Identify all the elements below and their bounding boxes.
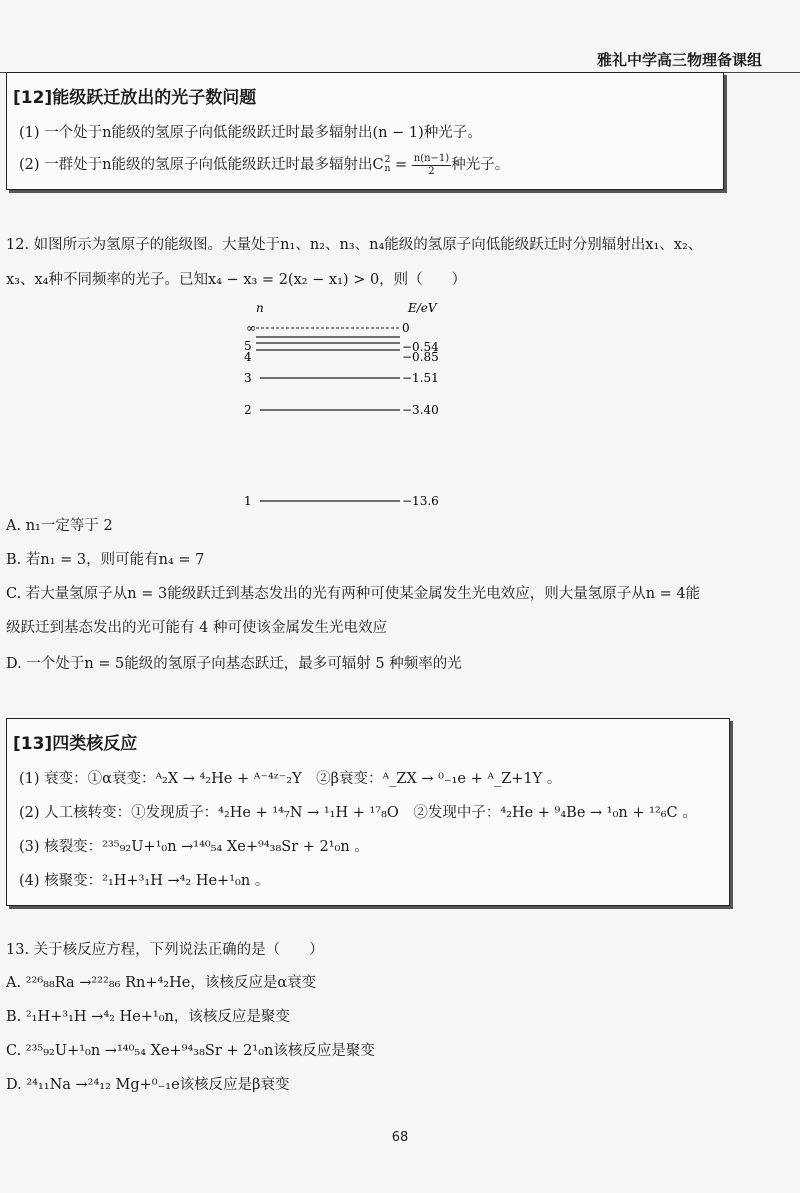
box-13-title: [13]四类核反应 xyxy=(13,734,138,754)
energy-level-diagram xyxy=(230,300,460,515)
level-4-n: 4 xyxy=(244,350,252,364)
box-12 xyxy=(6,72,724,190)
q12-option-a: A. n₁一定等于 2 xyxy=(6,518,113,534)
box-13-line-2: (2) 人工核转变：①发现质子：⁴₂He + ¹⁴₇N → ¹₁H + ¹⁷₈O ②发现中子：⁴₂He + ⁹₄Be → ¹₀n + ¹²₆C 。 xyxy=(19,805,697,821)
q12-stem-line-1: 12. 如图所示为氢原子的能级图。大量处于n₁、n₂、n₃、n₄能级的氢原子向低能级跃迁时分别辐射出x₁、x₂、 xyxy=(6,237,703,253)
box-13-line-1: (1) 衰变：①α衰变：ᴬ₂X → ⁴₂He + ᴬ⁻⁴ᶻ⁻₂Y ②β衰变：ᴬ_ZX → ⁰₋₁e + ᴬ_Z+1Y 。 xyxy=(19,771,562,787)
q12-option-c-line-2: 级跃迁到基态发出的光可能有 4 种可使该金属发生光电效应 xyxy=(6,620,387,636)
box-13 xyxy=(6,718,730,906)
level-5-e: −0.54 xyxy=(402,340,439,354)
level-5-n: 5 xyxy=(244,339,252,353)
q13-option-b: B. ²₁H+³₁H →⁴₂ He+¹₀n，该核反应是聚变 xyxy=(6,1009,290,1025)
level-1-n: 1 xyxy=(244,494,252,508)
header-title: 雅礼中学高三物理备课组 xyxy=(596,51,762,69)
level-4-e: −0.85 xyxy=(402,350,439,364)
box-13-line-4: (4) 核聚变：²₁H+³₁H →⁴₂ He+¹₀n 。 xyxy=(19,873,270,889)
level-2-e: −3.40 xyxy=(402,403,439,417)
page-number: 68 xyxy=(391,1130,409,1145)
combination-subscript: n xyxy=(384,164,391,174)
q13-option-c: C. ²³⁵₉₂U+¹₀n →¹⁴⁰₅₄ Xe+⁹⁴₃₈Sr + 2¹₀n该核反应是聚变 xyxy=(6,1043,375,1059)
equals-sign: = xyxy=(390,157,412,173)
box-13-line-3: (3) 核裂变：²³⁵₉₂U+¹₀n →¹⁴⁰₅₄ Xe+⁹⁴₃₈Sr + 2¹₀n 。 xyxy=(19,839,369,855)
level-inf-n: ∞ xyxy=(246,321,256,335)
box-12-line-2-post: 种光子。 xyxy=(451,157,510,173)
q13-stem: 13. 关于核反应方程，下列说法正确的是（ ） xyxy=(6,942,324,958)
diagram-e-label: E/eV xyxy=(408,301,437,315)
level-3-e: −1.51 xyxy=(402,371,439,385)
combination-fraction xyxy=(412,153,451,177)
box-12-line-2-pre: (2) 一群处于n能级的氢原子向低能级跃迁时最多辐射出C xyxy=(19,157,384,173)
q13-option-d: D. ²⁴₁₁Na →²⁴₁₂ Mg+⁰₋₁e该核反应是β衰变 xyxy=(6,1077,290,1093)
q12-option-d: D. 一个处于n = 5能级的氢原子向基态跃迁，最多可辐射 5 种频率的光 xyxy=(6,656,462,672)
combination-superscript: 2 xyxy=(384,155,391,165)
box-12-line-1: (1) 一个处于n能级的氢原子向低能级跃迁时最多辐射出(n − 1)种光子。 xyxy=(19,125,482,141)
q12-stem-line-2: x₃、x₄种不同频率的光子。已知x₄ − x₃ = 2(x₂ − x₁) > 0，则（ ） xyxy=(6,272,467,288)
diagram-n-label: n xyxy=(256,301,264,315)
level-1-e: −13.6 xyxy=(402,494,439,508)
fraction-denominator: 2 xyxy=(428,165,435,177)
level-2-n: 2 xyxy=(244,403,252,417)
box-12-line-2 xyxy=(19,153,509,177)
q12-option-c-line-1: C. 若大量氢原子从n = 3能级跃迁到基态发出的光有两种可使某金属发生光电效应，则大量氢原子从n = 4能 xyxy=(6,586,701,602)
q12-option-b: B. 若n₁ = 3，则可能有n₄ = 7 xyxy=(6,552,205,568)
level-3-n: 3 xyxy=(244,371,252,385)
level-inf-e: 0 xyxy=(402,321,410,335)
fraction-numerator: n(n−1) xyxy=(413,153,450,164)
q13-option-a: A. ²²⁶₈₈Ra →²²²₈₆ Rn+⁴₂He，该核反应是α衰变 xyxy=(6,975,317,991)
box-12-title: [12]能级跃迁放出的光子数问题 xyxy=(13,88,257,108)
